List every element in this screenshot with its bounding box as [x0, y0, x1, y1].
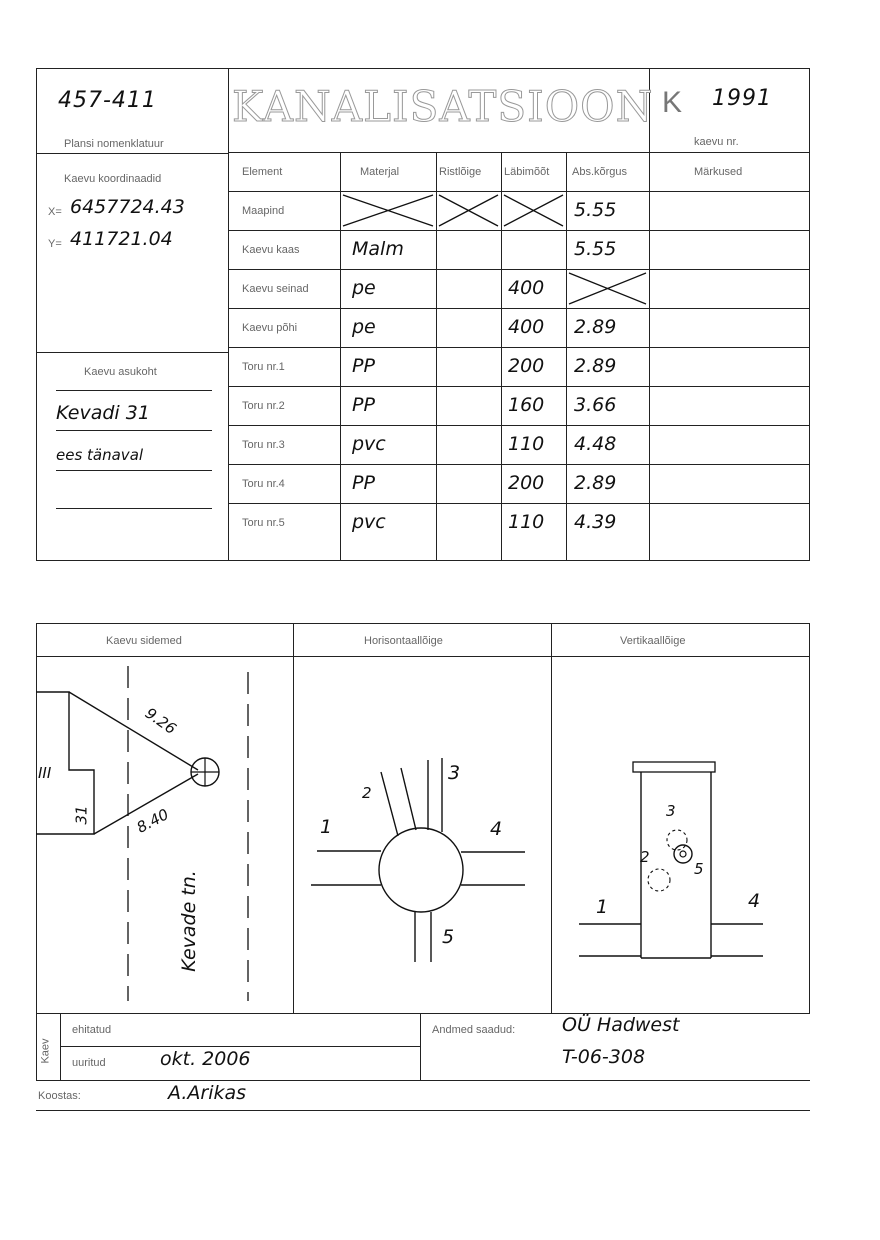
- surveyed-label: uuritud: [72, 1057, 106, 1069]
- row-element-label: Kaevu kaas: [242, 244, 300, 256]
- h-pipe-label-4: 4: [490, 818, 503, 840]
- plan-number-label: Plansi nomenklatuur: [64, 138, 164, 150]
- v-pipe-label-1: 1: [596, 896, 609, 918]
- h-pipe-label-1: 1: [320, 816, 333, 838]
- footer-side-label: Kaev: [39, 1038, 52, 1064]
- row-height: 5.55: [574, 199, 617, 221]
- v-pipe-label-3: 3: [666, 802, 676, 820]
- built-label: ehitatud: [72, 1024, 112, 1036]
- row-element-label: Toru nr.1: [242, 361, 285, 373]
- row-element-label: Toru nr.2: [242, 400, 285, 412]
- location-label: Kaevu asukoht: [84, 366, 157, 378]
- h-pipe-label-5: 5: [442, 926, 455, 948]
- x-coordinate-value: 6457724.43: [70, 196, 185, 218]
- row-height: 2.89: [574, 355, 617, 377]
- row-material: pvc: [352, 433, 386, 455]
- row-diameter: 160: [508, 394, 545, 416]
- v-pipe-label-4: 4: [748, 890, 761, 912]
- h-pipe-label-3: 3: [448, 762, 461, 784]
- location-line-1: Kevadi 31: [56, 402, 150, 424]
- row-material: PP: [352, 394, 375, 416]
- vertical-section-sketch: [551, 656, 809, 1013]
- row-element-label: Toru nr.4: [242, 478, 285, 490]
- row-material: pe: [352, 277, 376, 299]
- location-line-2: ees tänaval: [56, 446, 144, 464]
- col-diameter-header: Läbimõõt: [504, 166, 550, 178]
- table-cross-marks: [0, 0, 880, 600]
- v-pipe-label-2: 2: [640, 848, 650, 866]
- row-element-label: Toru nr.3: [242, 439, 285, 451]
- row-diameter: 200: [508, 355, 545, 377]
- col-material-header: Materjal: [360, 166, 400, 178]
- data-source-label: Andmed saadud:: [432, 1024, 516, 1036]
- compiler-label: Koostas:: [38, 1090, 81, 1102]
- col-cross-section-header: Ristlõige: [439, 166, 482, 178]
- ties-sketch: [36, 656, 293, 1013]
- row-height: 2.89: [574, 472, 617, 494]
- panel-vertical-label: Vertikaallõige: [620, 635, 686, 647]
- col-height-header: Abs.kõrgus: [572, 166, 628, 178]
- row-element-label: Kaevu põhi: [242, 322, 298, 334]
- row-height: 4.48: [574, 433, 617, 455]
- row-element-label: Maapind: [242, 205, 285, 217]
- plan-number: 457-411: [58, 88, 157, 113]
- page-title: KANALISATSIOON: [232, 82, 654, 131]
- house-number-1: III: [38, 764, 52, 782]
- row-material: pvc: [352, 511, 386, 533]
- compiler-value: A.Arikas: [168, 1082, 247, 1104]
- panel-horizontal-label: Horisontaallõige: [364, 635, 443, 647]
- street-name: Kevade tn.: [177, 870, 200, 972]
- row-diameter: 200: [508, 472, 545, 494]
- col-remarks-header: Märkused: [694, 166, 743, 178]
- row-height: 5.55: [574, 238, 617, 260]
- row-material: PP: [352, 355, 375, 377]
- x-coordinate-label: X=: [48, 206, 62, 218]
- col-element-header: Element: [242, 166, 283, 178]
- h-pipe-label-2: 2: [362, 784, 372, 802]
- coordinates-label: Kaevu koordinaadid: [64, 173, 162, 185]
- row-diameter: 400: [508, 277, 545, 299]
- row-diameter: 110: [508, 511, 545, 533]
- v-pipe-label-5: 5: [694, 860, 704, 878]
- well-number-label: kaevu nr.: [694, 136, 739, 148]
- house-number-2: 31: [72, 805, 91, 825]
- y-coordinate-label: Y=: [48, 238, 62, 250]
- row-material: pe: [352, 316, 376, 338]
- data-source-value-1: OÜ Hadwest: [562, 1014, 680, 1036]
- surveyed-value: okt. 2006: [160, 1048, 251, 1070]
- row-element-label: Kaevu seinad: [242, 283, 309, 295]
- well-number-prefix: K: [662, 86, 683, 119]
- row-diameter: 400: [508, 316, 545, 338]
- y-coordinate-value: 411721.04: [70, 228, 173, 250]
- tie-distance-1: 9.26: [141, 704, 180, 738]
- row-material: PP: [352, 472, 375, 494]
- row-height: 4.39: [574, 511, 617, 533]
- row-material: Malm: [352, 238, 404, 260]
- row-height: 2.89: [574, 316, 617, 338]
- row-element-label: Toru nr.5: [242, 517, 285, 529]
- panel-ties-label: Kaevu sidemed: [106, 635, 182, 647]
- tie-distance-2: 8.40: [133, 805, 172, 837]
- data-source-value-2: T-06-308: [562, 1046, 646, 1068]
- well-number: 1991: [712, 86, 772, 111]
- row-diameter: 110: [508, 433, 545, 455]
- row-height: 3.66: [574, 394, 617, 416]
